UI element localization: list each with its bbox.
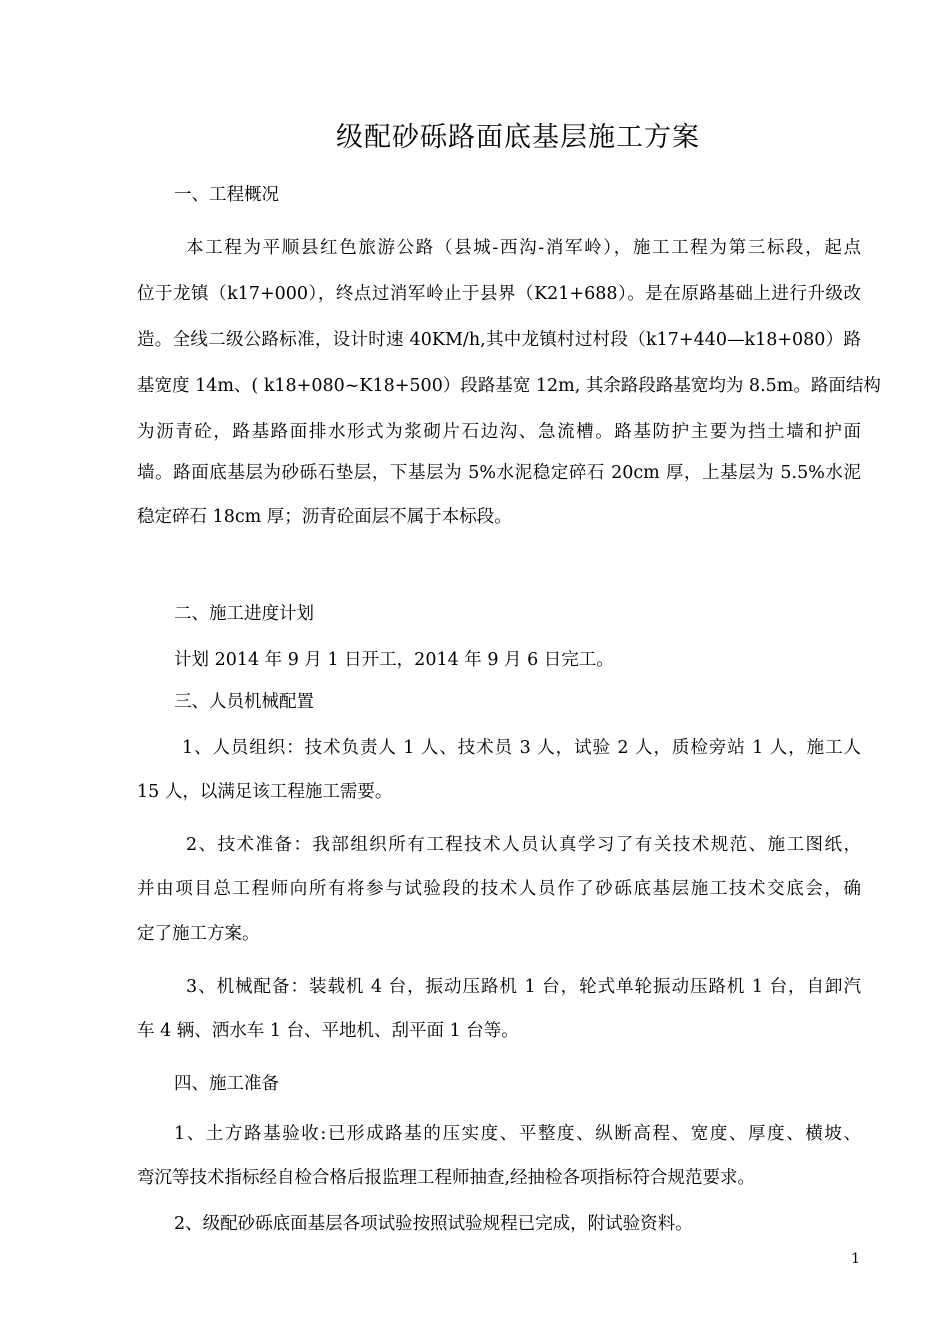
paragraph-line: 本工程为平顺县红色旅游公路（县城-西沟-消军岭），施工工程为第三标段，起点: [186, 238, 861, 258]
paragraph-line: 基宽度 14m、( k18+080~K18+500）段路基宽 12m, 其余路段路基宽均为 8.5m。路面结构: [137, 376, 881, 396]
paragraph-line: 2、级配砂砾底面基层各项试验按照试验规程已完成，附试验资料。: [174, 1214, 693, 1234]
paragraph-line: 1、土方路基验收:已形成路基的压实度、平整度、纵断高程、宽度、厚度、横坡、: [174, 1124, 861, 1144]
paragraph-line: 稳定碎石 18cm 厚；沥青砼面层不属于本标段。: [137, 507, 512, 527]
paragraph-line: 造。全线二级公路标准，设计时速 40KM/h,其中龙镇村过村段（k17+440—k18+080）路: [137, 330, 861, 350]
paragraph-line: 并由项目总工程师向所有将参与试验段的技术人员作了砂砾底基层施工技术交底会，确: [137, 879, 861, 899]
schedule-line: 计划 2014 年 9 月 1 日开工，2014 年 9 月 6 日完工。: [174, 650, 614, 670]
paragraph-line: 15 人，以满足该工程施工需要。: [137, 782, 393, 802]
paragraph-line: 定了施工方案。: [137, 924, 260, 944]
paragraph-line: 3、机械配备：装载机 4 台，振动压路机 1 台，轮式单轮振动压路机 1 台，自卸汽: [186, 977, 861, 997]
paragraph-line: 墙。路面底基层为砂砾石垫层，下基层为 5%水泥稳定碎石 20cm 厚，上基层为 5.5%水泥: [137, 463, 861, 483]
document-title: 级配砂砾路面底基层施工方案: [336, 122, 700, 153]
section-heading-overview: 一、工程概况: [174, 185, 279, 205]
paragraph-line: 弯沉等技术指标经自检合格后报监理工程师抽查,经抽检各项指标符合规范要求。: [137, 1168, 756, 1188]
paragraph-line: 2、技术准备：我部组织所有工程技术人员认真学习了有关技术规范、施工图纸，: [186, 835, 861, 855]
paragraph-line: 位于龙镇（k17+000），终点过消军岭止于县界（K21+688）。是在原路基础上进行升级改: [137, 284, 861, 304]
section-heading-staffing: 三、人员机械配置: [174, 692, 314, 712]
paragraph-line: 为沥青砼，路基路面排水形式为浆砌片石边沟、急流槽。路基防护主要为挡土墙和护面: [137, 422, 861, 442]
paragraph-line: 车 4 辆、洒水车 1 台、平地机、刮平面 1 台等。: [137, 1021, 519, 1041]
paragraph-line: 1、人员组织：技术负责人 1 人、技术员 3 人，试验 2 人，质检旁站 1 人，施工人: [182, 738, 861, 758]
section-heading-schedule: 二、施工进度计划: [174, 604, 314, 624]
section-heading-preparation: 四、施工准备: [174, 1074, 279, 1094]
page-number: 1: [851, 1251, 860, 1267]
